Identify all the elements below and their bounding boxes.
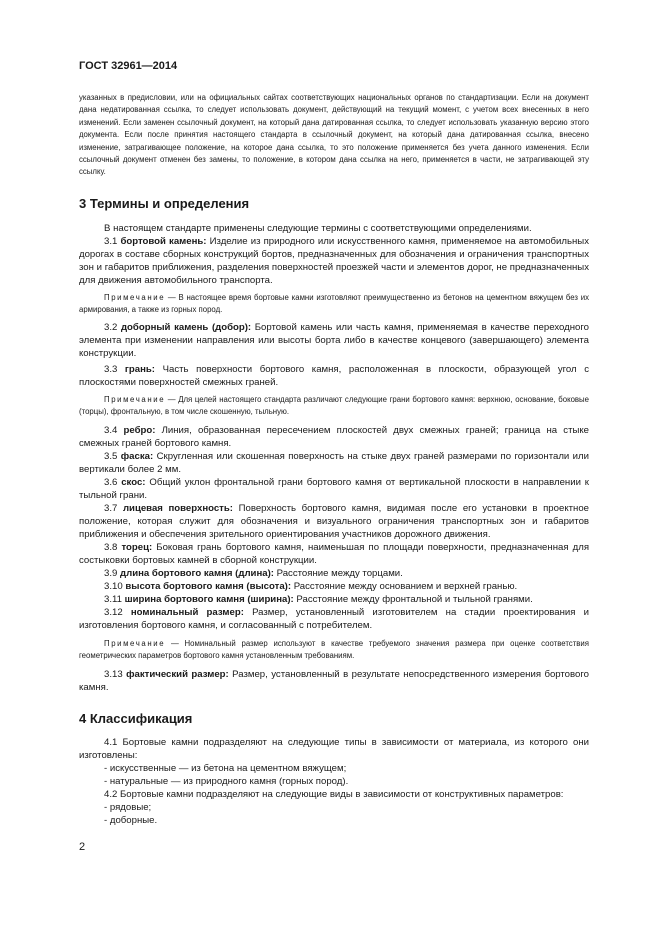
page-number: 2 xyxy=(79,841,86,853)
section-4-heading: 4 Классификация xyxy=(79,710,193,726)
term-3-2: 3.2 доборный камень (добор): Бортовой камень или часть камня, применяемая в качестве переходного элемента при изменении направления или высоты борта либо в качестве концевого (завершающего) элемента конструкции. xyxy=(79,321,589,359)
section-3-intro: В настоящем стандарте применены следующие термины с соответствующими определениями. xyxy=(104,222,532,234)
term-3-12: 3.12 номинальный размер: Размер, установленный изготовителем на стадии проектирования и изготовления бортового камня, и согласованный с потребителем. xyxy=(79,606,590,631)
term-3-9: 3.9 длина бортового камня (длина): Расстояние между торцами. xyxy=(104,567,403,579)
term-3-1: 3.1 бортовой камень: Изделие из природного или искусственного камня, применяемое на автомобильных дорогах в составе сборных конструкций бортов, предназначенных для обозначения и ограничения транспортных зон и габаритов приближения, разделения поверхностей проезжей части и элементов дорог, не предназначенных для движения автомобильного транспорта. xyxy=(79,235,589,286)
term-3-11: 3.11 ширина бортового камня (ширина): Расстояние между фронтальной и тыльной гранями. xyxy=(104,593,533,605)
page-header: ГОСТ 32961—2014 xyxy=(79,60,178,72)
note-2: Примечание — Для целей настоящего стандарта различают следующие грани бортового камня: верхнюю, основание, боковые (торцы), фронтальную, в том числе скошенную, тыльную. xyxy=(79,394,589,416)
page-content xyxy=(79,92,589,827)
list-item: - доборные. xyxy=(104,814,158,826)
term-3-10: 3.10 высота бортового камня (высота): Расстояние между основанием и верхней гранью. xyxy=(104,580,518,592)
list-item: - натуральные — из природного камня (горных пород). xyxy=(104,775,349,787)
term-3-8: 3.8 торец: Боковая грань бортового камня, наименьшая по площади поверхности, предназначенная для состыковки бортовых камней в сборной конструкции. xyxy=(79,541,590,566)
intro-paragraph: указанных в предисловии, или на официальных сайтах соответствующих национальных органов по стандартизации. Если на документ дана недатированная ссылка, то следует использовать документ, действующий на текущий момент, с учетом всех внесенных в него изменений. Если заменен ссылочный документ, на который дана датированная ссылка, то следует использовать указанную версию этого документа. Если после принятия настоящего стандарта в ссылочный документ, на который дана датированная ссылка, внесено изменение, затрагивающее положение, на которое дана ссылка, то это положение применяется без учета данного изменения. Если ссылочный документ отменен без замены, то положение, в котором дана ссылка на него, применяется в части, не затрагивающей эту ссылку. xyxy=(79,93,589,177)
list-item: - искусственные — из бетона на цементном вяжущем; xyxy=(104,762,347,774)
list-item: - рядовые; xyxy=(104,801,152,813)
note-1: Примечание — В настоящее время бортовые камни изготовляют преимущественно из бетонов на цементном вяжущем без их армирования, а также из горных пород. xyxy=(79,292,589,314)
section-3-heading: 3 Термины и определения xyxy=(79,195,250,211)
term-3-5: 3.5 фаска: Скругленная или скошенная поверхность на стыке двух граней размерами по горизонтали или вертикали более 2 мм. xyxy=(79,450,590,475)
term-3-3: 3.3 грань: Часть поверхности бортового камня, расположенная в плоскости, образующей угол с плоскостями поверхностей смежных граней. xyxy=(79,363,590,388)
section-4-2: 4.2 Бортовые камни подразделяют на следующие виды в зависимости от конструктивных параметров: xyxy=(104,788,564,800)
section-4-1: 4.1 Бортовые камни подразделяют на следующие типы в зависимости от материала, из которого они изготовлены: xyxy=(79,736,589,761)
term-3-7: 3.7 лицевая поверхность: Поверхность бортового камня, видимая после его установки в проектное положение, которая служит для обозначения и визуального ограничения транспортных зон и габаритов приближения и обеспечения зрительного ориентирования участников дорожного движения. xyxy=(79,502,589,540)
term-3-6: 3.6 скос: Общий уклон фронтальной грани бортового камня от вертикальной плоскости в направлении к тыльной грани. xyxy=(79,476,590,501)
term-3-4: 3.4 ребро: Линия, образованная пересечением плоскостей двух смежных граней; граница на стыке смежных граней бортового камня. xyxy=(79,424,590,449)
term-3-13: 3.13 фактический размер: Размер, установленный в результате непосредственного измерения бортового камня. xyxy=(79,668,589,693)
note-3: Примечание — Номинальный размер используют в качестве требуемого значения размера при оценке соответствия геометрических параметров бортового камня установленным требованиям. xyxy=(79,638,589,660)
